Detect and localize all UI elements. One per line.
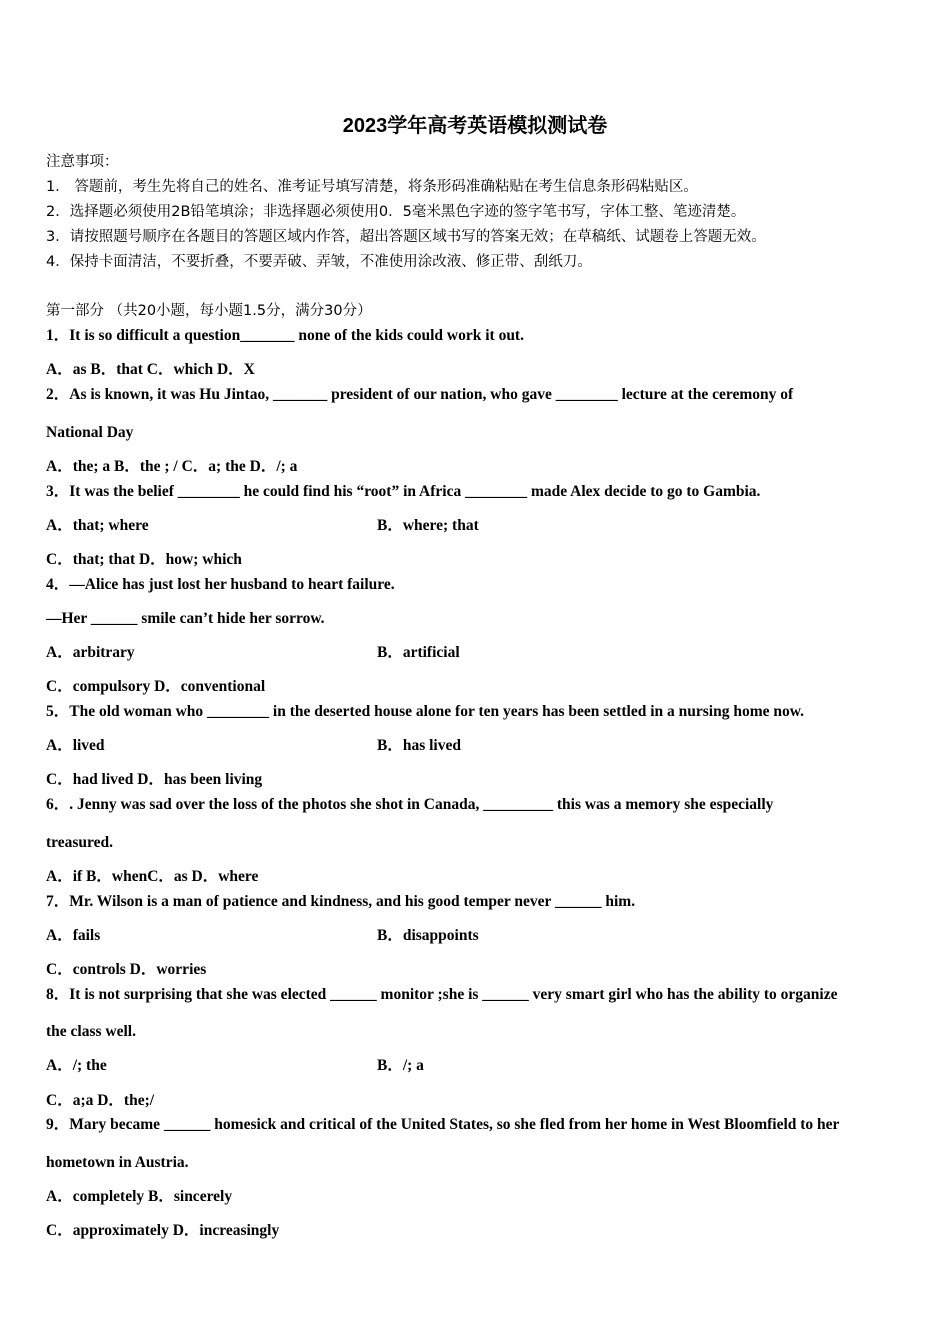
notice-item: 2．选择题必须使用2B铅笔填涂；非选择题必须使用0．5毫米黑色字迹的签字笔书写，字体工整、笔迹清楚。 — [46, 204, 746, 220]
option-line: C．had lived D．has been living — [46, 771, 263, 788]
option-b: B．artificial — [377, 644, 460, 661]
option-line: C．controls D．worries — [46, 961, 207, 978]
option-line: A．completely B．sincerely — [46, 1188, 233, 1205]
option-line: C．a;a D．the;/ — [46, 1092, 155, 1109]
section-heading: 第一部分 （共20小题，每小题1.5分，满分30分） — [46, 303, 372, 319]
question-stem: 5．The old woman who ________ in the deserted house alone for ten years has been settled in a nursing home now. — [46, 703, 804, 720]
option-b: B．has lived — [377, 737, 461, 754]
notice-item: 1． 答题前，考生先将自己的姓名、准考证号填写清楚，将条形码准确粘贴在考生信息条形码粘贴区。 — [46, 179, 698, 195]
option-b: B．where; that — [377, 517, 479, 534]
question-stem: 8．It is not surprising that she was elected ______ monitor ;she is ______ very smart girl who has the ability to organize — [46, 986, 838, 1003]
option-a: A．arbitrary — [46, 644, 135, 661]
option-b: B．disappoints — [377, 927, 479, 944]
notice-item: 4．保持卡面清洁，不要折叠，不要弄破、弄皱，不准使用涂改液、修正带、刮纸刀。 — [46, 254, 592, 270]
question-stem: 3．It was the belief ________ he could find his “root” in Africa ________ made Alex decide to go to Gambia. — [46, 483, 761, 500]
question-stem: 6．. Jenny was sad over the loss of the photos she shot in Canada, _________ this was a memory she especially — [46, 796, 774, 813]
page-title: 2023学年高考英语模拟测试卷 — [342, 115, 608, 137]
option-a: A．/; the — [46, 1057, 107, 1074]
question-stem-cont: the class well. — [46, 1023, 136, 1040]
question-stem: 2．As is known, it was Hu Jintao, _______ president of our nation, who gave ________ lecture at the ceremony of — [46, 386, 794, 403]
option-line: A．as B．that C．which D．X — [46, 361, 255, 378]
question-stem-cont: treasured. — [46, 834, 114, 851]
option-line: C．compulsory D．conventional — [46, 678, 266, 695]
option-a: A．fails — [46, 927, 101, 944]
question-stem-cont: National Day — [46, 424, 134, 441]
notice-heading: 注意事项： — [46, 154, 119, 170]
question-stem-cont: hometown in Austria. — [46, 1154, 189, 1171]
option-line: C．that; that D．how; which — [46, 551, 242, 568]
question-stem: 9．Mary became ______ homesick and critical of the United States, so she fled from her home in West Bloomfield to her — [46, 1116, 840, 1133]
option-line: C．approximately D．increasingly — [46, 1222, 280, 1239]
notice-item: 3．请按照题号顺序在各题目的答题区域内作答，超出答题区域书写的答案无效；在草稿纸、试题卷上答题无效。 — [46, 229, 766, 245]
question-stem-cont: —Her ______ smile can’t hide her sorrow. — [46, 610, 325, 627]
option-line: A．the; a B．the ; / C．a; the D．/; a — [46, 458, 298, 475]
question-stem: 4．—Alice has just lost her husband to heart failure. — [46, 576, 395, 593]
option-line: A．if B．whenC．as D．where — [46, 868, 259, 885]
option-a: A．lived — [46, 737, 105, 754]
question-stem: 7．Mr. Wilson is a man of patience and kindness, and his good temper never ______ him. — [46, 893, 636, 910]
option-b: B．/; a — [377, 1057, 424, 1074]
option-a: A．that; where — [46, 517, 149, 534]
question-stem: 1．It is so difficult a question_______ none of the kids could work it out. — [46, 327, 524, 344]
